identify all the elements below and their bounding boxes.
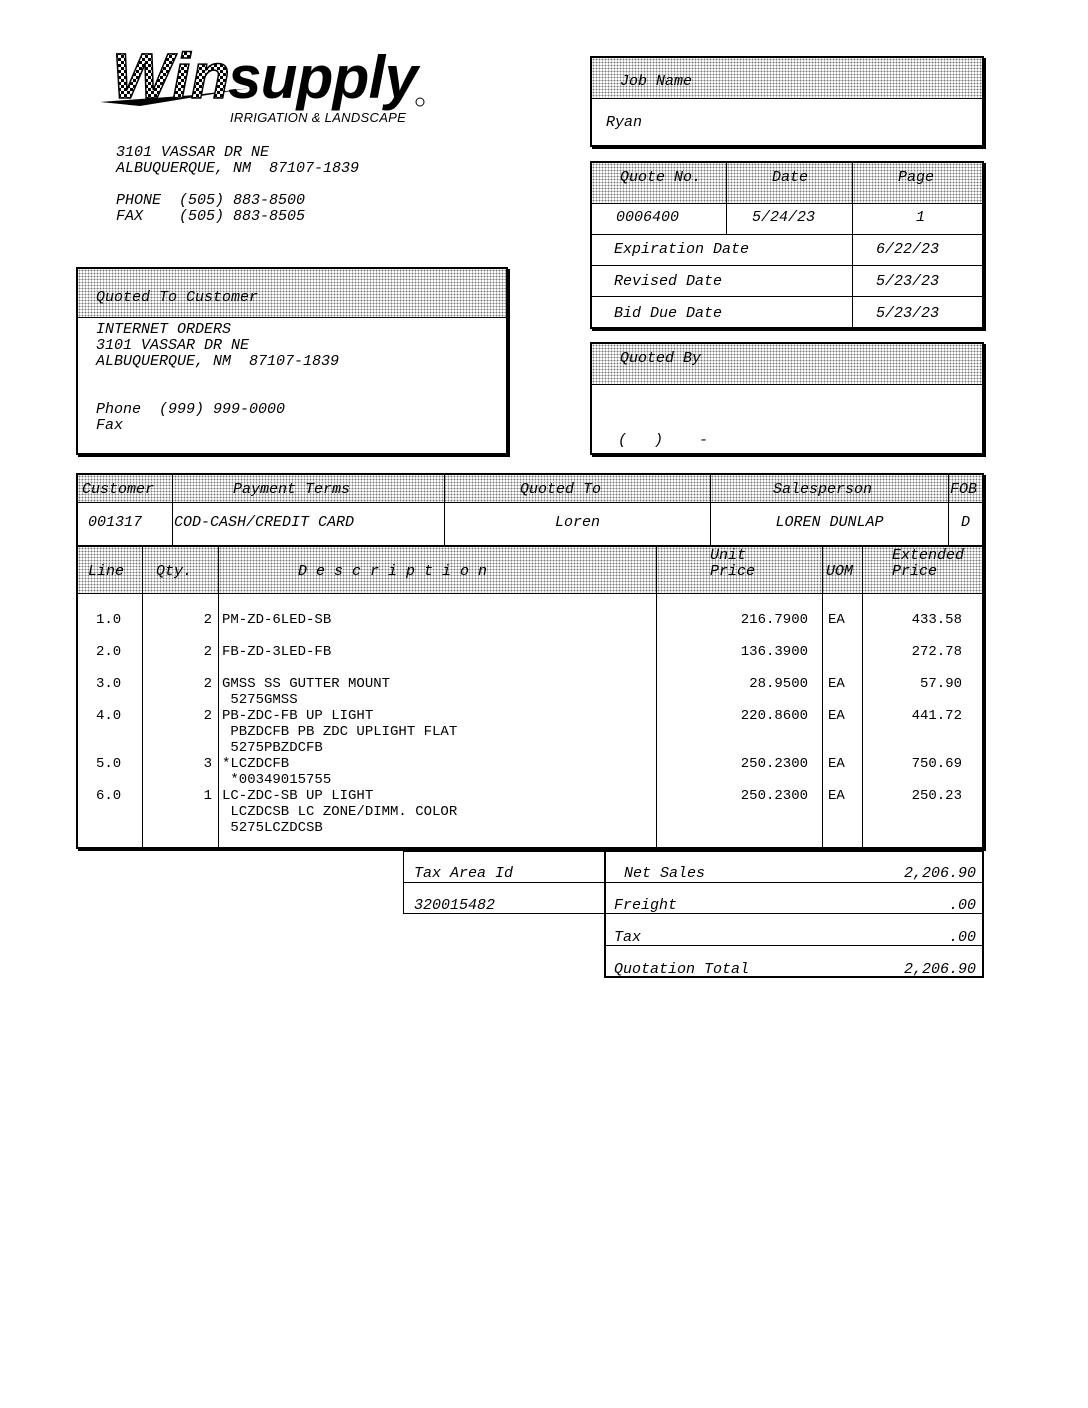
net-sales-label: Net Sales bbox=[624, 865, 706, 882]
bid-due-date-label: Bid Due Date bbox=[614, 305, 723, 322]
expiration-date: 6/22/23 bbox=[876, 241, 940, 258]
quote-page-label: Page bbox=[898, 169, 935, 186]
item-5-uom: EA bbox=[828, 756, 845, 772]
quoted-by-box bbox=[590, 342, 984, 455]
tax-value: .00 bbox=[948, 929, 976, 946]
customer-address-line1: 3101 VASSAR DR NE bbox=[96, 337, 250, 354]
fob-label: FOB bbox=[950, 481, 978, 498]
item-3-desc-1: GMSS SS GUTTER MOUNT bbox=[222, 676, 391, 692]
expiration-date-label: Expiration Date bbox=[614, 241, 750, 258]
item-5-desc-1: *LCZDCFB bbox=[222, 756, 290, 772]
quote-info-box bbox=[590, 161, 984, 329]
quote-date: 5/24/23 bbox=[752, 209, 816, 226]
quoted-to-customer-label: Quoted To Customer bbox=[96, 289, 259, 306]
payment-terms-label: Payment Terms bbox=[233, 481, 351, 498]
item-6-unit-price: 250.2300 bbox=[740, 788, 808, 804]
col-extended-header: Extended bbox=[892, 547, 965, 564]
item-5-extended: 750.69 bbox=[911, 756, 962, 772]
quoted-by-label: Quoted By bbox=[620, 350, 702, 367]
item-3-line: 3.0 bbox=[96, 676, 122, 692]
customer-fax: Fax bbox=[96, 417, 124, 434]
item-3-unit-price: 28.9500 bbox=[749, 676, 808, 692]
item-2-unit-price: 136.3900 bbox=[740, 644, 808, 660]
item-2-extended: 272.78 bbox=[911, 644, 962, 660]
item-2-line: 2.0 bbox=[96, 644, 122, 660]
job-name-value: Ryan bbox=[606, 114, 643, 131]
job-name-label: Job Name bbox=[620, 73, 693, 90]
job-name-box bbox=[590, 56, 984, 147]
company-phone: PHONE (505) 883-8500 bbox=[116, 192, 306, 209]
col-line-header: Line bbox=[88, 563, 125, 580]
item-4-line: 4.0 bbox=[96, 708, 122, 724]
quoted-to-customer-box bbox=[76, 267, 508, 455]
item-4-uom: EA bbox=[828, 708, 845, 724]
item-1-unit-price: 216.7900 bbox=[740, 612, 808, 628]
item-6-desc-1: LC-ZDC-SB UP LIGHT bbox=[222, 788, 374, 804]
item-6-desc-2: LCZDCSB LC ZONE/DIMM. COLOR bbox=[222, 804, 458, 820]
item-5-qty: 3 bbox=[203, 756, 212, 772]
svg-text:Win: Win bbox=[112, 40, 230, 112]
payment-terms: COD-CASH/CREDIT CARD bbox=[174, 514, 355, 531]
col-qty-header: Qty. bbox=[156, 563, 193, 580]
item-1-uom: EA bbox=[828, 612, 845, 628]
company-address-line2: ALBUQUERQUE, NM 87107-1839 bbox=[116, 160, 360, 177]
item-4-desc-2: PBZDCFB PB ZDC UPLIGHT FLAT bbox=[222, 724, 458, 740]
item-3-uom: EA bbox=[828, 676, 845, 692]
revised-date-label: Revised Date bbox=[614, 273, 723, 290]
item-6-line: 6.0 bbox=[96, 788, 122, 804]
col-unit-price-header: Price bbox=[710, 563, 756, 580]
salesperson-name: LOREN DUNLAP bbox=[775, 514, 884, 531]
freight-label: Freight bbox=[614, 897, 678, 914]
item-4-qty: 2 bbox=[203, 708, 212, 724]
bid-due-date: 5/23/23 bbox=[876, 305, 940, 322]
customer-name: INTERNET ORDERS bbox=[96, 321, 232, 338]
item-3-extended: 57.90 bbox=[919, 676, 962, 692]
item-6-qty: 1 bbox=[203, 788, 212, 804]
col-extended-price-header: Price bbox=[892, 563, 938, 580]
quote-date-label: Date bbox=[772, 169, 809, 186]
quoted-to-label: Quoted To bbox=[520, 481, 602, 498]
item-6-extended: 250.23 bbox=[911, 788, 962, 804]
totals-box bbox=[604, 850, 984, 978]
company-address-line1: 3101 VASSAR DR NE bbox=[116, 144, 270, 161]
item-2-desc-1: FB-ZD-3LED-FB bbox=[222, 644, 332, 660]
item-4-desc-3: 5275PBZDCFB bbox=[222, 740, 323, 756]
item-4-unit-price: 220.8600 bbox=[740, 708, 808, 724]
customer-number: 001317 bbox=[88, 514, 143, 531]
order-summary-box bbox=[76, 473, 984, 547]
item-1-line: 1.0 bbox=[96, 612, 122, 628]
salesperson-label: Salesperson bbox=[773, 481, 873, 498]
item-5-desc-2: *00349015755 bbox=[222, 772, 332, 788]
item-1-desc-1: PM-ZD-6LED-SB bbox=[222, 612, 332, 628]
item-5-line: 5.0 bbox=[96, 756, 122, 772]
item-3-qty: 2 bbox=[203, 676, 212, 692]
company-tagline: IRRIGATION & LANDSCAPE bbox=[230, 110, 407, 125]
item-3-desc-2: 5275GMSS bbox=[222, 692, 298, 708]
quoted-by-phone: ( ) - bbox=[618, 432, 709, 449]
freight-value: .00 bbox=[948, 897, 976, 914]
item-5-unit-price: 250.2300 bbox=[740, 756, 808, 772]
tax-area-id: 320015482 bbox=[414, 897, 496, 914]
item-1-extended: 433.58 bbox=[911, 612, 962, 628]
company-fax: FAX (505) 883-8505 bbox=[116, 208, 306, 225]
item-6-desc-3: 5275LCZDCSB bbox=[222, 820, 323, 836]
item-6-uom: EA bbox=[828, 788, 845, 804]
tax-label: Tax bbox=[614, 929, 642, 946]
col-unit-header: Unit bbox=[710, 547, 747, 564]
quotation-total-label: Quotation Total bbox=[614, 961, 750, 978]
customer-label: Customer bbox=[82, 481, 155, 498]
quote-number: 0006400 bbox=[616, 209, 680, 226]
net-sales-value: 2,206.90 bbox=[903, 865, 976, 882]
quote-page: 1 bbox=[916, 209, 926, 226]
line-items-table bbox=[76, 545, 984, 849]
quotation-total-value: 2,206.90 bbox=[903, 961, 976, 978]
customer-phone: Phone (999) 999-0000 bbox=[96, 401, 286, 418]
item-2-qty: 2 bbox=[203, 644, 212, 660]
item-4-desc-1: PB-ZDC-FB UP LIGHT bbox=[222, 708, 374, 724]
col-uom-header: UOM bbox=[826, 563, 854, 580]
fob-value: D bbox=[960, 514, 970, 531]
col-description-header: D e s c r i p t i o n bbox=[298, 563, 488, 580]
quote-no-label: Quote No. bbox=[620, 169, 702, 186]
item-1-qty: 2 bbox=[203, 612, 212, 628]
customer-address-line2: ALBUQUERQUE, NM 87107-1839 bbox=[96, 353, 340, 370]
quoted-to-name: Loren bbox=[554, 514, 600, 531]
item-4-extended: 441.72 bbox=[911, 708, 962, 724]
svg-text:supply: supply bbox=[228, 44, 418, 111]
tax-area-label: Tax Area Id bbox=[414, 865, 514, 882]
revised-date: 5/23/23 bbox=[876, 273, 940, 290]
tax-area-box bbox=[403, 850, 605, 914]
